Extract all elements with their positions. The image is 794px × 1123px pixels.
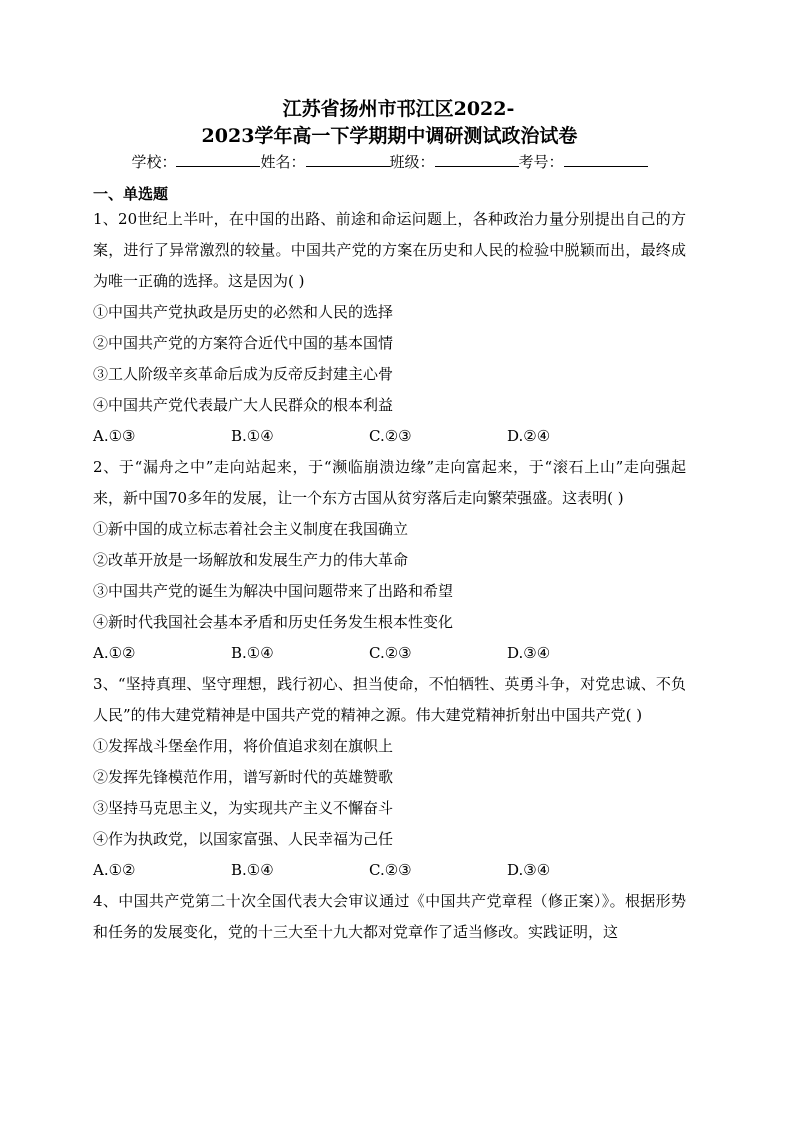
question-3	[93, 669, 686, 886]
statement-option: ③工人阶级辛亥革命后成为反帝反封建主心骨	[93, 365, 394, 383]
answer-choice-d: D.②④	[507, 427, 551, 445]
statement-option: ①中国共产党执政是历史的必然和人民的选择	[93, 303, 394, 321]
question-1	[93, 204, 686, 452]
answer-choice-c: C.②③	[369, 427, 412, 445]
exam-no-blank	[564, 152, 648, 167]
exam-no-label: 考号：	[518, 153, 564, 171]
statement-option: ②中国共产党的方案符合近代中国的基本国情	[93, 334, 394, 352]
section-title: 一、单选题	[93, 185, 169, 203]
answer-choice-b: B.①④	[231, 644, 274, 662]
answer-choice-d: D.③④	[507, 644, 551, 662]
answer-choice-b: B.①④	[231, 427, 274, 445]
question-stem: 3、“坚持真理、坚守理想，践行初心、担当使命，不怕牺牲、英勇斗争，对党忠诚、不负人民”的伟大建党精神是中国共产党的精神之源。伟大建党精神折射出中国共产党( )	[93, 675, 686, 724]
statement-option: ③坚持马克思主义，为实现共产主义不懈奋斗	[93, 799, 394, 817]
answer-choices	[93, 421, 686, 452]
class-blank	[435, 152, 519, 167]
answer-choice-a: A.①②	[93, 644, 136, 662]
question-stem: 2、于“漏舟之中”走向站起来，于“濒临崩溃边缘”走向富起来，于“滚石上山”走向强起来，新中国70多年的发展，让一个东方古国从贫穷落后走向繁荣强盛。这表明( )	[93, 458, 686, 507]
answer-choice-c: C.②③	[369, 644, 412, 662]
school-blank	[176, 152, 260, 167]
statement-option: ②发挥先锋模范作用，谱写新时代的英雄赞歌	[93, 768, 394, 786]
answer-choice-b: B.①④	[231, 861, 274, 879]
answer-choice-a: A.①②	[93, 861, 136, 879]
exam-title-line1: 江苏省扬州市邗江区2022-	[282, 98, 515, 120]
question-stem: 1、20世纪上半叶，在中国的出路、前途和命运问题上，各种政治力量分别提出自己的方案，进行了异常激烈的较量。中国共产党的方案在历史和人民的检验中脱颖而出，最终成为唯一正确的选择。这是因为( )	[93, 210, 686, 290]
answer-choices	[93, 855, 686, 886]
name-blank	[306, 152, 390, 167]
statement-option: ②改革开放是一场解放和发展生产力的伟大革命	[93, 551, 409, 569]
answer-choices	[93, 638, 686, 669]
question-2	[93, 452, 686, 669]
statement-option: ④中国共产党代表最广大人民群众的根本利益	[93, 396, 394, 414]
school-label: 学校：	[131, 153, 177, 171]
name-label: 姓名：	[260, 153, 306, 171]
class-label: 班级：	[389, 153, 435, 171]
answer-choice-d: D.③④	[507, 861, 551, 879]
student-info-line	[93, 152, 686, 172]
question-stem: 4、中国共产党第二十次全国代表大会审议通过《中国共产党章程（修正案）》。根据形势和任务的发展变化，党的十三大至十九大都对党章作了适当修改。实践证明，这	[93, 892, 686, 941]
answer-choice-a: A.①③	[93, 427, 136, 445]
statement-option: ③中国共产党的诞生为解决中国问题带来了出路和希望	[93, 582, 454, 600]
question-4	[93, 886, 686, 948]
statement-option: ④新时代我国社会基本矛盾和历史任务发生根本性变化	[93, 613, 454, 631]
statement-option: ①发挥战斗堡垒作用，将价值追求刻在旗帜上	[93, 737, 394, 755]
exam-title-line2: 2023学年高一下学期期中调研测试政治试卷	[201, 125, 578, 147]
answer-choice-c: C.②③	[369, 861, 412, 879]
statement-option: ①新中国的成立标志着社会主义制度在我国确立	[93, 520, 409, 538]
statement-option: ④作为执政党，以国家富强、人民幸福为己任	[93, 830, 394, 848]
